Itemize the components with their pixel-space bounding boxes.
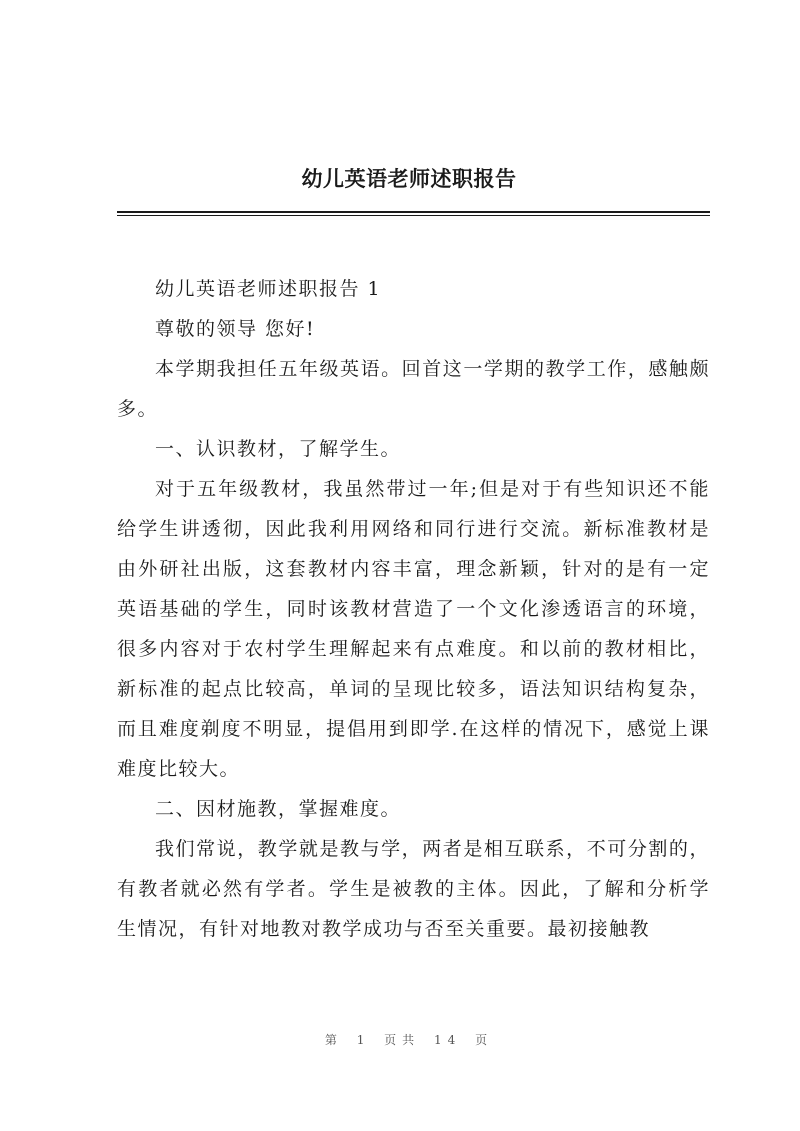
body-paragraph: 我们常说，教学就是教与学，两者是相互联系，不可分割的，有教者就必然有学者。学生是被教的主体。因此，了解和分析学生情况，有针对地教对教学成功与否至关重要。最初接触教 bbox=[117, 838, 710, 940]
section-heading: 二、因材施教，掌握难度。 bbox=[155, 798, 402, 820]
title-underline-thin bbox=[117, 215, 710, 216]
document-body bbox=[117, 269, 710, 949]
body-paragraph: 本学期我担任五年级英语。回首这一学期的教学工作，感触颇多。 bbox=[117, 358, 710, 420]
document-title: 幼儿英语老师述职报告 bbox=[301, 166, 517, 191]
body-paragraph: 对于五年级教材，我虽然带过一年;但是对于有些知识还不能给学生讲透彻，因此我利用网络和同行进行交流。新标准教材是由外研社出版，这套教材内容丰富，理念新颖，针对的是有一定英语基础的学生，同时该教材营造了一个文化渗透语言的环境，很多内容对于农村学生理解起来有点难度。和以前的教材相比，新标准的起点比较高，单词的呈现比较多，语法知识结构复杂，而且难度剃度不明显，提倡用到即学.在这样的情况下，感觉上课难度比较大。 bbox=[117, 478, 710, 780]
title-underline-thick bbox=[117, 211, 710, 213]
section-heading: 一、认识教材，了解学生。 bbox=[155, 438, 402, 460]
page-number-footer: 第 1 页共 14 页 bbox=[324, 1033, 494, 1047]
report-heading: 幼儿英语老师述职报告 1 bbox=[155, 278, 382, 300]
salutation: 尊敬的领导 您好! bbox=[155, 318, 316, 340]
